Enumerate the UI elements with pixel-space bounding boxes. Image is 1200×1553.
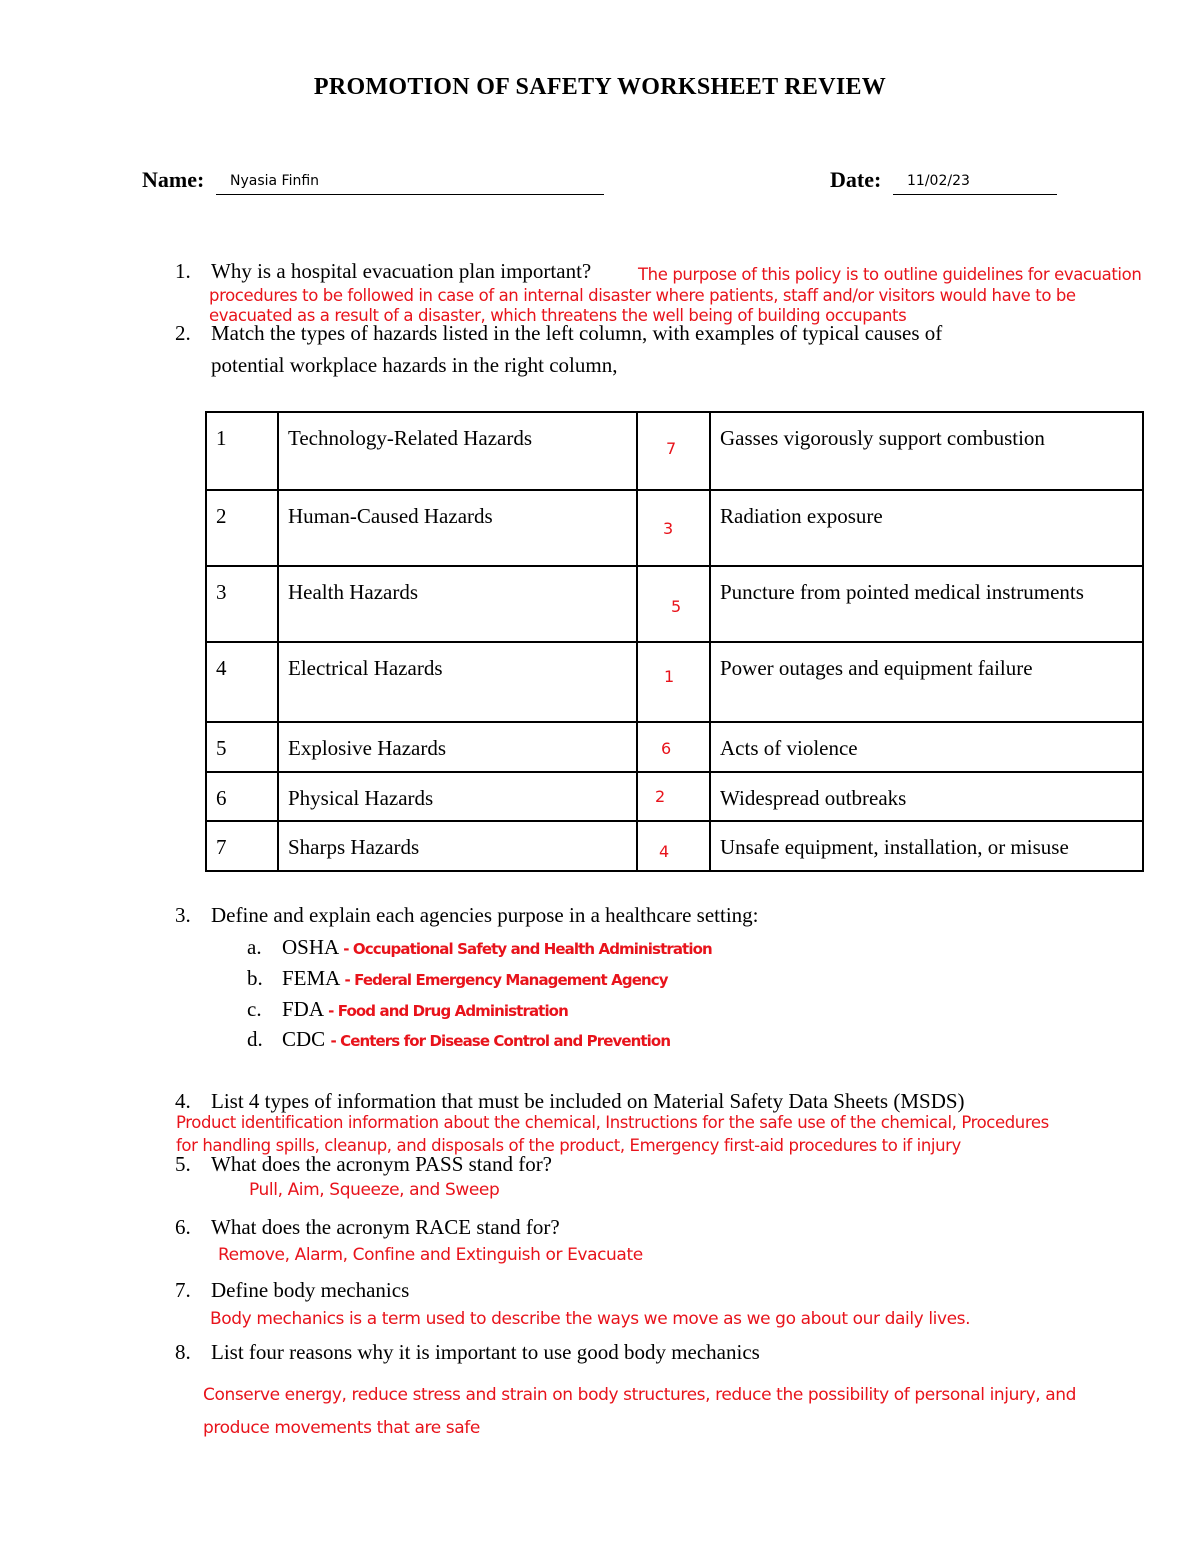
question-1-number: 1. <box>175 259 191 283</box>
hazard-example: Power outages and equipment failure <box>710 642 1143 722</box>
agency-item-fema <box>247 966 668 991</box>
question-7-text: Define body mechanics <box>211 1278 410 1302</box>
agency-answer: - Occupational Safety and Health Administration <box>343 940 712 958</box>
agency-letter: d. <box>247 1027 263 1051</box>
question-4-answer-line-1: Product identification information about the chemical, Instructions for the safe use of the chemical, Procedures <box>176 1113 1049 1132</box>
hazard-number: 6 <box>206 772 278 821</box>
agency-answer: - Centers for Disease Control and Prevention <box>330 1032 671 1050</box>
question-5-text: What does the acronym PASS stand for? <box>211 1152 553 1176</box>
table-row <box>206 821 1143 871</box>
question-6-number: 6. <box>175 1215 191 1239</box>
name-label: Name: <box>142 167 205 192</box>
question-8-text: List four reasons why it is important to use good body mechanics <box>211 1340 760 1364</box>
hazard-example: Widespread outbreaks <box>710 772 1143 821</box>
question-4-answer-line-2: for handling spills, cleanup, and disposals of the product, Emergency first-aid procedures to if injury <box>176 1136 961 1155</box>
hazard-match-answer: 1 <box>664 667 675 686</box>
hazard-type: Human-Caused Hazards <box>278 490 637 566</box>
hazard-match-answer: 6 <box>661 739 672 758</box>
question-8 <box>175 1340 760 1365</box>
question-2 <box>175 321 942 346</box>
agency-name: FDA <box>282 997 323 1021</box>
hazard-type: Physical Hazards <box>278 772 637 821</box>
hazard-example: Unsafe equipment, installation, or misuse <box>710 821 1143 871</box>
question-3-number: 3. <box>175 903 191 927</box>
question-2-number: 2. <box>175 321 191 345</box>
name-value: Nyasia Finfin <box>230 173 320 189</box>
hazard-example: Radiation exposure <box>710 490 1143 566</box>
date-field[interactable] <box>893 170 1057 195</box>
hazard-example: Gasses vigorously support combustion <box>710 412 1143 490</box>
question-8-answer-line-1: Conserve energy, reduce stress and strain on body structures, reduce the possibility of personal injury, and <box>203 1385 1077 1405</box>
question-5-answer: Pull, Aim, Squeeze, and Sweep <box>249 1180 500 1200</box>
agency-answer: - Federal Emergency Management Agency <box>344 971 668 989</box>
agency-name: OSHA <box>282 935 339 959</box>
question-3 <box>175 903 759 928</box>
hazard-match-answer: 4 <box>659 842 670 861</box>
table-row <box>206 490 1143 566</box>
hazard-matching-table <box>205 411 1144 872</box>
question-4-text: List 4 types of information that must be included on Material Safety Data Sheets (MSDS) <box>211 1089 965 1113</box>
hazard-number: 4 <box>206 642 278 722</box>
question-2-line-2: potential workplace hazards in the right column, <box>211 353 618 377</box>
question-4 <box>175 1089 965 1114</box>
question-4-number: 4. <box>175 1089 191 1113</box>
question-2-line-1: Match the types of hazards listed in the left column, with examples of typical causes of <box>211 321 943 345</box>
hazard-match-cell[interactable] <box>637 412 710 490</box>
hazard-example: Acts of violence <box>710 722 1143 772</box>
agency-letter: b. <box>247 966 263 990</box>
name-field[interactable] <box>216 170 604 195</box>
question-7-answer: Body mechanics is a term used to describe the ways we move as we go about our daily lives. <box>210 1309 971 1329</box>
agency-item-cdc <box>247 1027 670 1052</box>
question-5-number: 5. <box>175 1152 191 1176</box>
hazard-match-answer: 2 <box>655 787 666 806</box>
table-row <box>206 722 1143 772</box>
question-6-answer: Remove, Alarm, Confine and Extinguish or Evacuate <box>218 1245 643 1265</box>
question-7 <box>175 1278 409 1303</box>
hazard-number: 7 <box>206 821 278 871</box>
hazard-match-cell[interactable] <box>637 490 710 566</box>
hazard-match-answer: 3 <box>663 519 674 538</box>
question-7-number: 7. <box>175 1278 191 1302</box>
question-1-answer-line-1: The purpose of this policy is to outline guidelines for evacuation <box>638 265 1142 284</box>
hazard-match-answer: 5 <box>671 597 682 616</box>
agency-item-osha <box>247 935 712 960</box>
table-row <box>206 412 1143 490</box>
table-row <box>206 772 1143 821</box>
hazard-type: Sharps Hazards <box>278 821 637 871</box>
hazard-number: 5 <box>206 722 278 772</box>
hazard-type: Electrical Hazards <box>278 642 637 722</box>
hazard-match-cell[interactable] <box>637 722 710 772</box>
question-6-text: What does the acronym RACE stand for? <box>211 1215 560 1239</box>
agency-name: FEMA <box>282 966 340 990</box>
hazard-match-answer: 7 <box>666 439 677 458</box>
hazard-type: Explosive Hazards <box>278 722 637 772</box>
agency-name: CDC <box>282 1027 326 1051</box>
question-1-text: Why is a hospital evacuation plan important? <box>211 259 592 283</box>
hazard-number: 1 <box>206 412 278 490</box>
table-row <box>206 642 1143 722</box>
question-1-answer-line-2: procedures to be followed in case of an internal disaster where patients, staff and/or visitors would have to be <box>209 286 1076 305</box>
page-title: PROMOTION OF SAFETY WORKSHEET REVIEW <box>313 74 887 100</box>
question-8-answer-line-2: produce movements that are safe <box>203 1418 480 1438</box>
hazard-type: Technology-Related Hazards <box>278 412 637 490</box>
hazard-example: Puncture from pointed medical instruments <box>710 566 1143 642</box>
hazard-match-cell[interactable] <box>637 821 710 871</box>
table-row <box>206 566 1143 642</box>
hazard-number: 3 <box>206 566 278 642</box>
agency-letter: c. <box>247 997 262 1021</box>
question-5 <box>175 1152 552 1177</box>
question-6 <box>175 1215 560 1240</box>
question-3-text: Define and explain each agencies purpose in a healthcare setting: <box>211 903 759 927</box>
hazard-match-cell[interactable] <box>637 772 710 821</box>
agency-answer: - Food and Drug Administration <box>328 1002 568 1020</box>
question-8-number: 8. <box>175 1340 191 1364</box>
agency-letter: a. <box>247 935 262 959</box>
hazard-match-cell[interactable] <box>637 566 710 642</box>
hazard-number: 2 <box>206 490 278 566</box>
agency-item-fda <box>247 997 568 1022</box>
question-1-answer-line-3: evacuated as a result of a disaster, which threatens the well being of building occupants <box>209 306 907 325</box>
hazard-match-cell[interactable] <box>637 642 710 722</box>
date-label: Date: <box>830 167 882 192</box>
hazard-type: Health Hazards <box>278 566 637 642</box>
question-1 <box>175 259 591 284</box>
date-value: 11/02/23 <box>907 173 970 189</box>
